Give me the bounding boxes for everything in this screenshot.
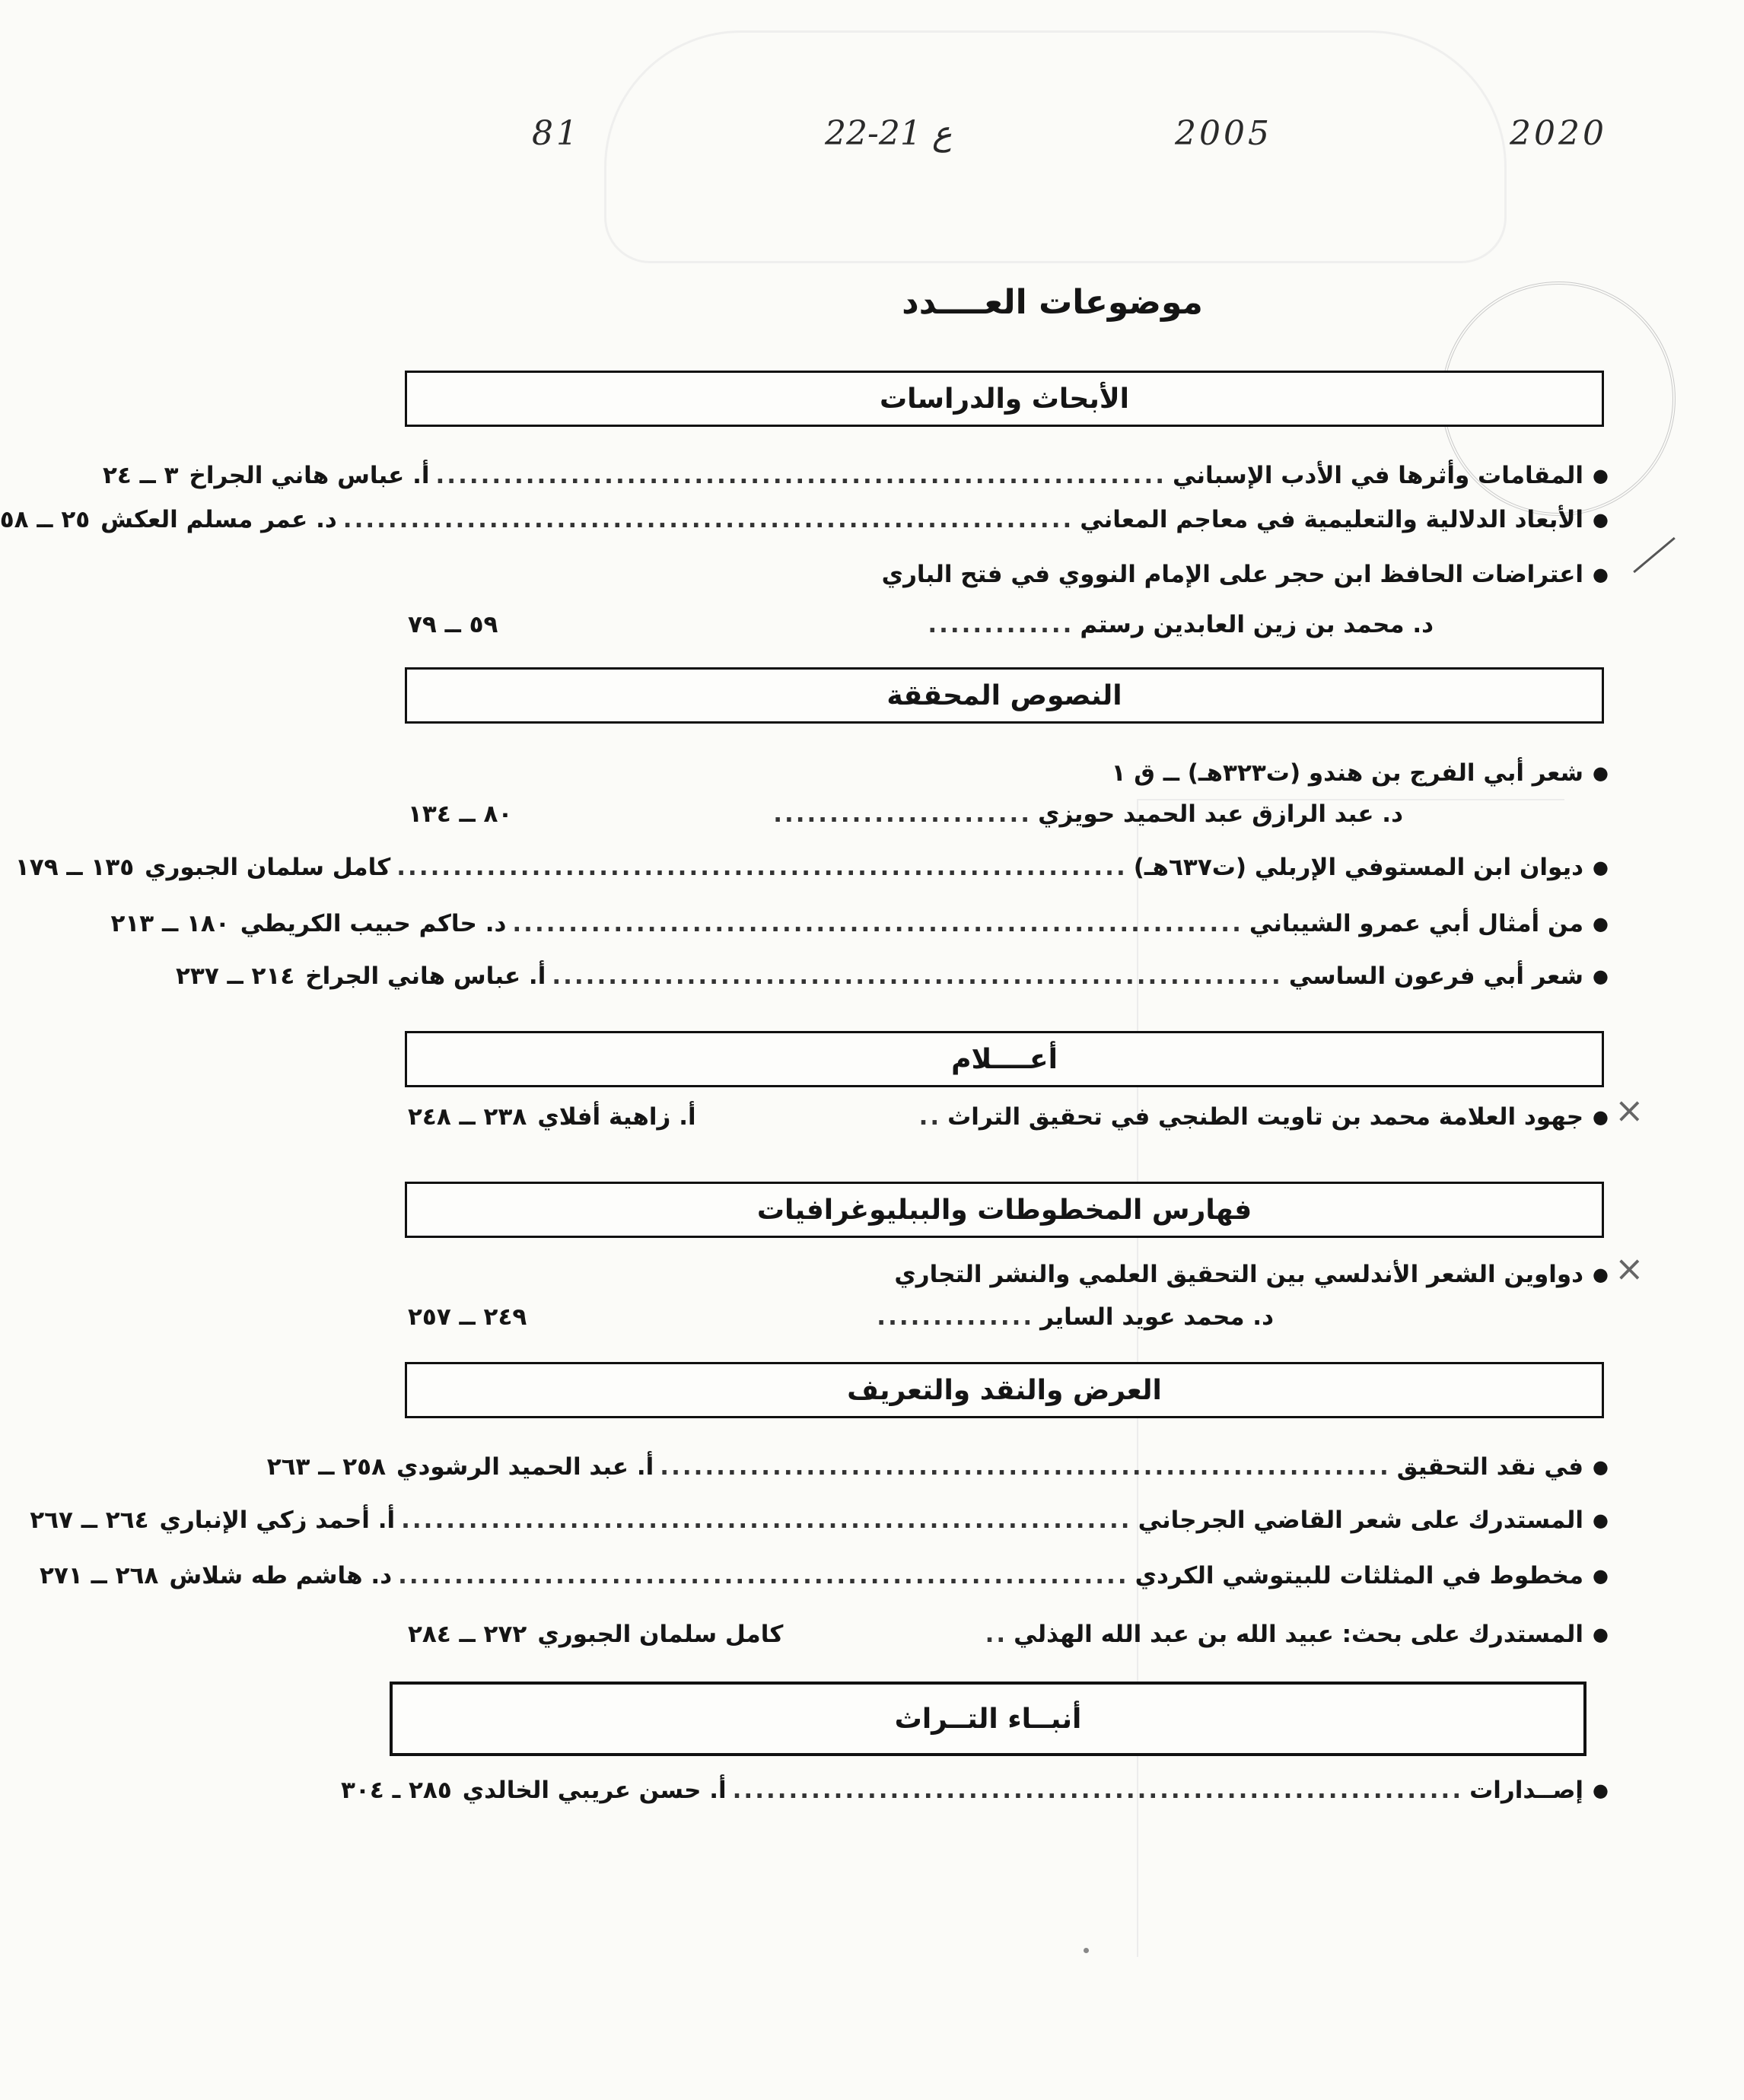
- section-heading-reviews: العرض والنقد والتعريف: [405, 1362, 1604, 1418]
- leader-dots: .......................: [773, 800, 1033, 828]
- leader-dots: .................................................................: [512, 910, 1243, 937]
- bullet-icon: ●: [1593, 762, 1609, 784]
- section-heading-edited-texts: النصوص المحققة: [405, 667, 1604, 724]
- bullet-icon: ●: [1593, 1106, 1609, 1128]
- entry-pages: ٢٦٨ ــ ٢٧١: [40, 1562, 159, 1589]
- entry-pages: ١٨٠ ــ ٢١٣: [110, 910, 230, 937]
- toc-entry-continuation: [408, 793, 1609, 835]
- bullet-icon: ●: [1593, 564, 1609, 585]
- entry-title: اعتراضات الحافظ ابن حجر على الإمام النووي في فتح الباري: [881, 561, 1584, 588]
- watermark-logo: [604, 30, 1507, 263]
- toc-entry[interactable]: [14, 846, 1609, 889]
- toc-entry[interactable]: [408, 752, 1609, 794]
- entry-pages: ٢٤٩ ــ ٢٥٧: [408, 1303, 527, 1331]
- leader-dots: .................................................................: [398, 1562, 1129, 1589]
- entry-author: أ. زاهية أفلاي: [537, 1103, 696, 1131]
- section-heading-research: الأبحاث والدراسات: [405, 371, 1604, 427]
- entry-author: أ. أحمد زكي الإنباري: [159, 1507, 396, 1534]
- toc-entry[interactable]: [266, 1446, 1609, 1488]
- handwritten-stroke: [1633, 537, 1676, 573]
- entry-author: د. هاشم طه شلاش: [169, 1562, 393, 1589]
- bullet-icon: ●: [1593, 509, 1609, 530]
- entry-title: الأبعاد الدلالية والتعليمية في معاجم المعاني: [1080, 506, 1584, 533]
- entry-pages: ٢٥ ــ ٥٨: [0, 506, 91, 533]
- leader-dots: .............: [928, 611, 1074, 638]
- entry-title: شعر أبي فرعون الساسي: [1288, 963, 1584, 990]
- entry-title: ديوان ابن المستوفي الإربلي (ت٦٣٧هـ): [1133, 854, 1584, 881]
- handwritten-x-mark: ×: [1615, 1248, 1644, 1289]
- toc-entry[interactable]: [110, 902, 1609, 945]
- entry-pages: ٥٩ ــ ٧٩: [408, 611, 498, 638]
- toc-entry[interactable]: [408, 1253, 1609, 1296]
- entry-author: أ. عباس هاني الجراخ: [189, 462, 430, 489]
- leader-dots: .................................................................: [552, 963, 1283, 990]
- entry-author: كامل سلمان الجبوري: [537, 1621, 784, 1648]
- handwritten-x-mark: ×: [1615, 1090, 1644, 1131]
- entry-author: أ. عبد الحميد الرشودي: [396, 1453, 654, 1481]
- bullet-icon: ●: [1593, 857, 1609, 878]
- entry-author: أ. عباس هاني الجراخ: [305, 963, 546, 990]
- bullet-icon: ●: [1593, 1565, 1609, 1586]
- entry-pages: ٨٠ ــ ١٣٤: [408, 800, 513, 828]
- ink-speck: [1084, 1948, 1089, 1953]
- entry-pages: ٢٣٨ ــ ٢٤٨: [408, 1103, 527, 1131]
- leader-dots: .................................................................: [396, 854, 1128, 881]
- leader-dots: .................................................................: [732, 1777, 1464, 1804]
- toc-entry[interactable]: [0, 498, 1609, 541]
- bullet-icon: ●: [1593, 1510, 1609, 1531]
- leader-dots: ..............: [877, 1303, 1035, 1331]
- handwritten-number: 81: [532, 114, 581, 153]
- handwritten-issue: ع 21-22: [825, 114, 953, 153]
- entry-pages: ٢٦٤ ــ ٢٦٧: [30, 1507, 149, 1534]
- entry-pages: ٢٨٥ ـ ٣٠٤: [341, 1777, 452, 1804]
- bullet-icon: ●: [1593, 966, 1609, 987]
- toc-entry[interactable]: [408, 553, 1609, 596]
- toc-entry[interactable]: [408, 1096, 1609, 1138]
- bullet-icon: ●: [1593, 465, 1609, 486]
- entry-title: جهود العلامة محمد بن تاويت الطنجي في تحقيق التراث: [947, 1103, 1584, 1131]
- entry-author: أ. حسن عريبي الخالدي: [462, 1777, 727, 1804]
- bullet-icon: ●: [1593, 1780, 1609, 1801]
- toc-entry[interactable]: [40, 1554, 1609, 1597]
- bullet-icon: ●: [1593, 1264, 1609, 1285]
- handwritten-year-2: 2005: [1175, 114, 1272, 153]
- entry-title: في نقد التحقيق: [1396, 1453, 1584, 1481]
- entry-author: د. عبد الرازق عبد الحميد حويزي: [1038, 800, 1403, 828]
- section-heading-figures: أعــــلام: [405, 1031, 1604, 1087]
- entry-author: د. حاكم حبيب الكريطي: [240, 910, 507, 937]
- entry-title: إصــدارات: [1469, 1777, 1584, 1804]
- entry-author: د. محمد عويد الساير: [1040, 1303, 1274, 1331]
- leader-dots: .................................................................: [342, 506, 1074, 533]
- leader-dots: .................................................................: [401, 1507, 1132, 1534]
- toc-entry[interactable]: [341, 1769, 1609, 1812]
- leader-dots: .................................................................: [435, 462, 1166, 489]
- leader-dots: ..: [985, 1621, 1008, 1648]
- page-title: موضوعات العــــدد: [902, 283, 1203, 322]
- entry-pages: ٢٥٨ ــ ٢٦٣: [266, 1453, 387, 1481]
- entry-title: مخطوط في المثلثات للبيتوشي الكردي: [1135, 1562, 1584, 1589]
- toc-entry[interactable]: [176, 955, 1609, 998]
- toc-entry-continuation: [408, 603, 1609, 646]
- bullet-icon: ●: [1593, 1624, 1609, 1645]
- section-heading-heritage-news: أنبــاء التــراث: [390, 1682, 1586, 1756]
- entry-author: د. محمد بن زين العابدين رستم: [1080, 611, 1434, 638]
- entry-title: المقامات وأثرها في الأدب الإسباني: [1173, 462, 1584, 489]
- toc-entry[interactable]: [30, 1499, 1609, 1542]
- bullet-icon: ●: [1593, 913, 1609, 934]
- toc-entry[interactable]: [102, 454, 1609, 497]
- leader-dots: ..: [918, 1103, 942, 1131]
- entry-title: من أمثال أبي عمرو الشيباني: [1249, 910, 1584, 937]
- toc-entry[interactable]: [408, 1613, 1609, 1656]
- bullet-icon: ●: [1593, 1456, 1609, 1478]
- handwritten-year: 2020: [1510, 114, 1607, 153]
- entry-title: شعر أبي الفرج بن هندو (ت٣٢٣هـ) ــ ق ١: [1111, 759, 1584, 787]
- entry-author: د. عمر مسلم العكش: [100, 506, 337, 533]
- section-heading-bibliographies: فهارس المخطوطات والببليوغرافيات: [405, 1182, 1604, 1238]
- leader-dots: .................................................................: [660, 1453, 1391, 1481]
- entry-title: دواوين الشعر الأندلسي بين التحقيق العلمي والنشر التجاري: [894, 1261, 1584, 1288]
- entry-author: كامل سلمان الجبوري: [145, 854, 391, 881]
- entry-title: المستدرك على شعر القاضي الجرجاني: [1138, 1507, 1584, 1534]
- entry-pages: ٢٧٢ ــ ٢٨٤: [408, 1621, 527, 1648]
- toc-entry-continuation: [408, 1296, 1609, 1338]
- entry-title: المستدرك على بحث: عبيد الله بن عبد الله الهذلي: [1014, 1621, 1584, 1648]
- entry-pages: ٢١٤ ــ ٢٣٧: [176, 963, 295, 990]
- entry-pages: ١٣٥ ــ ١٧٩: [14, 854, 135, 881]
- entry-pages: ٣ ــ ٢٤: [102, 462, 179, 489]
